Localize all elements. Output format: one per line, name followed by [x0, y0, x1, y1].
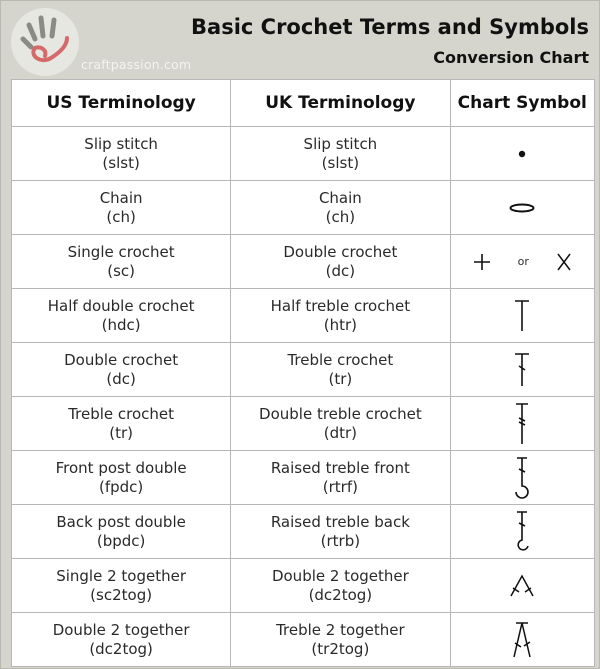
hand-heart-icon: [11, 8, 79, 76]
us-term: Chain: [99, 188, 143, 207]
dc2tog-icon: [510, 621, 534, 659]
uk-term-cell: [231, 343, 450, 397]
uk-term: Double 2 together: [271, 566, 409, 585]
us-term: Single crochet: [67, 242, 175, 261]
table-row: [12, 235, 595, 289]
uk-term: Double crochet: [283, 242, 398, 261]
us-term: Double 2 together: [52, 620, 190, 639]
uk-abbr: (dc): [325, 261, 356, 280]
uk-term: Double treble crochet: [259, 404, 422, 423]
uk-term-cell: [231, 505, 450, 559]
table-row: [12, 127, 595, 181]
us-term-cell: [12, 559, 231, 613]
uk-term-cell: [231, 127, 450, 181]
conversion-table: [11, 79, 595, 667]
us-abbr: (slst): [102, 153, 140, 172]
us-term-cell: [12, 505, 231, 559]
uk-abbr: (dc2tog): [308, 585, 373, 604]
sc2tog-icon: [509, 573, 535, 599]
uk-abbr: (rtrf): [322, 477, 358, 496]
uk-term-cell: [231, 613, 450, 667]
uk-abbr: (tr2tog): [311, 639, 370, 658]
plus-icon: [473, 253, 491, 271]
table-row: [12, 289, 595, 343]
x-icon: [556, 253, 572, 271]
column-header-us: US Terminology: [12, 80, 231, 127]
uk-term-cell: [231, 235, 450, 289]
symbol-cell: [450, 289, 595, 343]
uk-abbr: (slst): [321, 153, 360, 172]
uk-term: Raised treble back: [270, 512, 410, 531]
uk-abbr: (htr): [323, 315, 357, 334]
table-row: [12, 505, 595, 559]
uk-term: Half treble crochet: [270, 296, 411, 315]
symbol-cell: [450, 343, 595, 397]
us-term-cell: [12, 127, 231, 181]
us-term-cell: [12, 235, 231, 289]
uk-term-cell: [231, 181, 450, 235]
us-abbr: (sc): [107, 261, 136, 280]
uk-term-cell: [231, 289, 450, 343]
symbol-cell: [450, 127, 595, 181]
table-row: [12, 343, 595, 397]
or-label: or: [517, 255, 529, 268]
t-one-slash-icon: [512, 352, 532, 388]
t-two-slash-icon: [512, 402, 532, 446]
us-abbr: (dc): [106, 369, 136, 388]
us-term: Single 2 together: [56, 566, 187, 585]
uk-term: Slip stitch: [303, 134, 378, 153]
table-header-row: [12, 80, 595, 127]
us-abbr: (tr): [109, 423, 133, 442]
symbol-cell: [450, 181, 595, 235]
us-term-cell: [12, 343, 231, 397]
uk-abbr: (tr): [328, 369, 353, 388]
table-row: [12, 181, 595, 235]
us-term-cell: [12, 613, 231, 667]
column-header-uk: UK Terminology: [231, 80, 450, 127]
symbol-cell: [450, 397, 595, 451]
us-term: Half double crochet: [47, 296, 195, 315]
us-abbr: (bpdc): [96, 531, 146, 550]
uk-term-cell: [231, 397, 450, 451]
uk-term-cell: [231, 559, 450, 613]
symbol-cell: [450, 613, 595, 667]
dot-icon: [512, 144, 532, 164]
logo-site-text: craftpassion.com: [81, 57, 192, 72]
us-abbr: (fpdc): [98, 477, 144, 496]
table-row: [12, 559, 595, 613]
column-header-symbol: Chart Symbol: [450, 80, 595, 127]
front-post-hook-icon: [511, 456, 533, 500]
us-term-cell: [12, 289, 231, 343]
us-term: Front post double: [55, 458, 187, 477]
symbol-cell: [450, 505, 595, 559]
oval-icon: [507, 201, 537, 215]
uk-abbr: (dtr): [323, 423, 358, 442]
us-term-cell: [12, 397, 231, 451]
craftpassion-logo: [11, 8, 79, 76]
us-term: Treble crochet: [68, 404, 175, 423]
uk-abbr: (rtrb): [320, 531, 361, 550]
uk-term: Chain: [318, 188, 362, 207]
table-row: [12, 451, 595, 505]
us-abbr: (ch): [106, 207, 136, 226]
t-icon: [512, 299, 532, 333]
us-term: Double crochet: [64, 350, 179, 369]
page-title: Basic Crochet Terms and Symbols: [191, 15, 589, 39]
table-row: [12, 613, 595, 667]
uk-term: Raised treble front: [270, 458, 410, 477]
us-term-cell: [12, 181, 231, 235]
us-term: Back post double: [56, 512, 186, 531]
page-subtitle: Conversion Chart: [433, 48, 589, 67]
table-row: [12, 397, 595, 451]
us-term: Slip stitch: [84, 134, 158, 153]
us-term-cell: [12, 451, 231, 505]
us-abbr: (hdc): [101, 315, 141, 334]
us-abbr: (dc2tog): [89, 639, 153, 658]
uk-abbr: (ch): [325, 207, 356, 226]
uk-term: Treble 2 together: [276, 620, 405, 639]
back-post-hook-icon: [511, 510, 533, 554]
uk-term-cell: [231, 451, 450, 505]
symbol-cell: [450, 559, 595, 613]
uk-term: Treble crochet: [287, 350, 394, 369]
us-abbr: (sc2tog): [90, 585, 153, 604]
symbol-cell: [450, 235, 595, 289]
symbol-cell: [450, 451, 595, 505]
